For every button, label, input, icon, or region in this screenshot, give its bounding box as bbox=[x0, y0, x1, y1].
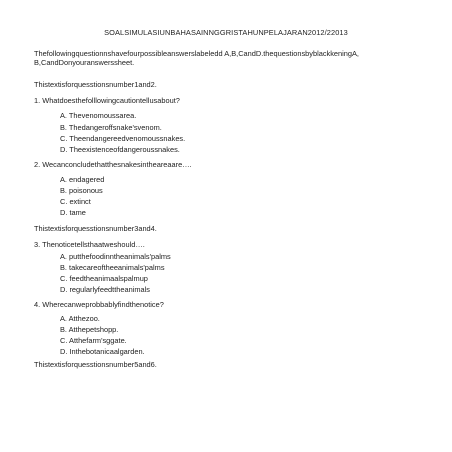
question-4-option-b: B. Atthepetshopp. bbox=[60, 325, 119, 334]
instructions bbox=[34, 49, 426, 67]
question-4-option-d: D. Inthebotanicaalgarden. bbox=[60, 347, 145, 356]
question-3-stem: 3. Thenoticetellsthaatweshould…. bbox=[34, 240, 145, 249]
question-3-option-c: C. feedtheanimaalspalmup bbox=[60, 274, 148, 283]
question-1-option-c: C. Theendangereedvenomoussnakes. bbox=[60, 134, 186, 143]
question-1-option-d: D. Theexistenceofdangeroussnakes. bbox=[60, 145, 180, 154]
question-1-option-b: B. Thedangeroffsnake'svenom. bbox=[60, 123, 162, 132]
passage-note-q3-4: Thistextisforquesstionsnumber3and4. bbox=[34, 224, 157, 233]
question-4-option-a: A. Atthezoo. bbox=[60, 314, 100, 323]
question-2-option-d: D. tame bbox=[60, 208, 86, 217]
question-1-option-a: A. Thevenomoussarea. bbox=[60, 111, 137, 120]
document-title: SOALSIMULASIUNBAHASAINNGGRISTAHUNPELAJARAN2012/22013 bbox=[104, 28, 348, 37]
question-2-option-c: C. extinct bbox=[60, 197, 91, 206]
question-3-option-a: A. putthefoodinntheanimals'palms bbox=[60, 252, 171, 261]
question-4-option-c: C. Atthefarm'sggate. bbox=[60, 336, 127, 345]
question-1-stem: 1. Whatdoesthefolllowingcautiontellusabout? bbox=[34, 96, 180, 105]
instructions-line-2: B,CandDonyouranswerssheet. bbox=[34, 58, 135, 67]
question-2-stem: 2. Wecanconcludethatthesnakesintheareaare…. bbox=[34, 160, 192, 169]
passage-note-q1-2: Thistextisforquesstionsnumber1and2. bbox=[34, 80, 157, 89]
passage-note-q5-6: Thistextisforquesstionsnumber5and6. bbox=[34, 360, 157, 369]
question-3-option-d: D. regularlyfeedttheanimals bbox=[60, 285, 150, 294]
question-2-option-a: A. endagered bbox=[60, 175, 105, 184]
instructions-line-1: Thefollowingquestionnshavefourpossibleanswerslabeledd A,B,CandD.thequestionsbyblackkeningA, bbox=[34, 49, 359, 58]
question-3-option-b: B. takecareoftheeanimals'palms bbox=[60, 263, 165, 272]
question-4-stem: 4. Wherecanweprobbablyfindthenotice? bbox=[34, 300, 164, 309]
question-2-option-b: B. poisonous bbox=[60, 186, 103, 195]
